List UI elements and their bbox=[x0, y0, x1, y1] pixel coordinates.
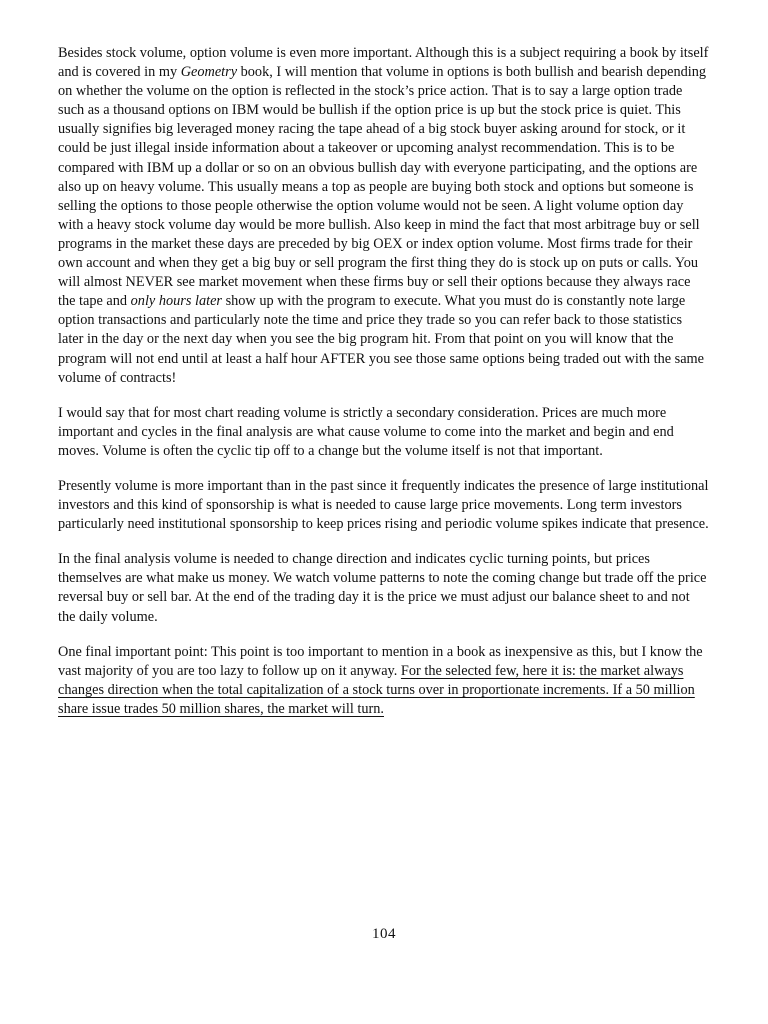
page-number: 104 bbox=[372, 926, 396, 942]
paragraph-option-volume-text-3: show up with the program to execute. What you must do is constantly note large option transactions and particularly note the time and price they trade so you can refer back to those statistics later in the day or the next day when you see the big program hit. From that point on you will know that the program will not end until at least a half hour AFTER you see those same options being traded out with the same volume of contracts! bbox=[58, 293, 705, 386]
underlined-key-point: For the selected few, here it is: the market always changes direction when the total capitalization of a stock turns over in proportionate increments. If a 50 million share issue trades 50 million shares, the market will turn. bbox=[58, 662, 695, 717]
paragraph-final-point-text: One final important point: This point is too important to mention in a book as inexpensive as this, but I know the vast majority of you are too lazy to follow up on it anyway. bbox=[58, 643, 703, 679]
paragraph-final-analysis: In the final analysis volume is needed to change direction and indicates cyclic turning points, but prices themselves are what make us money. We watch volume patterns to note the coming change but trade off the price reversal buy or sell bar. At the end of the trading day it is the price we must adjust our balance sheet to and not the daily volume. bbox=[58, 551, 707, 625]
paragraph-option-volume-text-2: book, I will mention that volume in options is both bullish and bearish depending on whether the volume on the option is reflected in the stock’s price action. That is to say a large option trade such as a thousand options on IBM would be bullish if the option price is up but the stock price is quiet. This usually signifies big leveraged money racing the tape ahead of a big stock buyer asking around for stock, or it could be just illegal inside information about a takeover or upcoming analyst recommendation. This is to be compared with IBM up a dollar or so on an obvious bullish day with everyone participating, and the options are also up on heavy volume. This usually means a top as people are buying both stock and options but someone is selling the options to those people otherwise the option volume would not be seen. A light volume option day with a heavy stock volume day would be more bullish. Also keep in mind the fact that most arbitrage buy or sell programs in the market these days are preceded by big OEX or index option volume. Most firms trade for their own account and when they get a big buy or sell program the first thing they do is stock up on puts or calls. You will almost NEVER see market movement when these firms buy or sell their options because they always race the tape and bbox=[58, 64, 707, 310]
paragraph-chart-reading: I would say that for most chart reading volume is strictly a secondary consideration. Prices are much more important and cycles in the final analysis are what cause volume to come into the market and begin and end moves. Volume is often the cyclic tip off to a change but the volume itself is not that important. bbox=[58, 404, 674, 459]
paragraph-option-volume bbox=[58, 44, 710, 388]
paragraph-option-volume-text-1: Besides stock volume, option volume is even more important. Although this is a subject requiring a book by itself and is covered in my bbox=[58, 45, 709, 81]
only-hours-later-emphasis: only hours later bbox=[130, 293, 222, 310]
paragraph-institutional: Presently volume is more important than in the past since it frequently indicates the presence of large institutional investors and this kind of sponsorship is what is needed to cause large price movements. Long term investors particularly need institutional sponsorship to keep prices rising and periodic volume spikes indicate that presence. bbox=[58, 477, 709, 533]
paragraph-final-point bbox=[58, 643, 710, 719]
document-page bbox=[58, 44, 710, 735]
geometry-book-title: Geometry bbox=[180, 64, 238, 81]
